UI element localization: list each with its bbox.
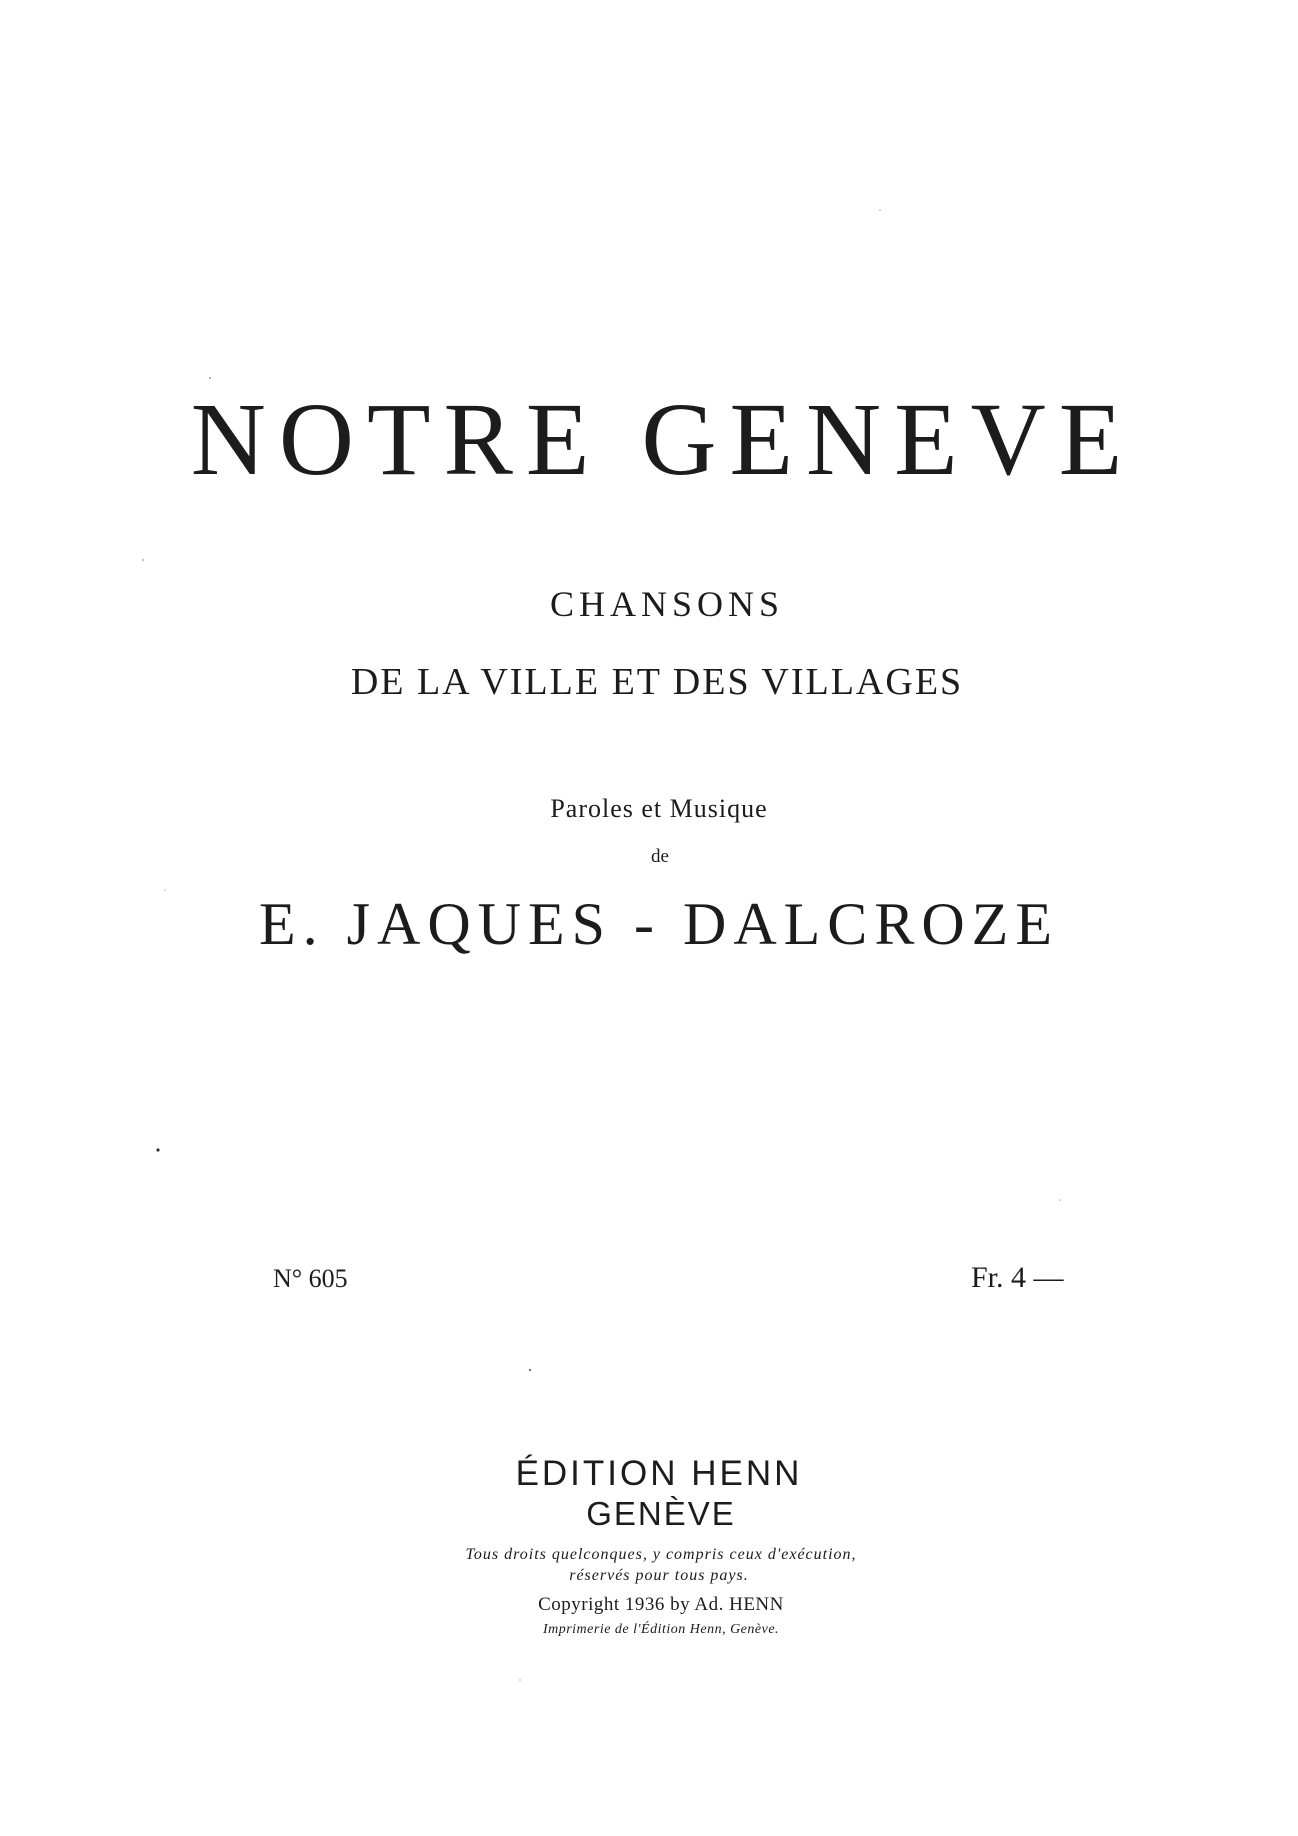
catalog-number: N° 605 (273, 1264, 348, 1293)
score-title: NOTRE GENEVE (190, 382, 1136, 497)
credit-de: de (651, 846, 669, 867)
subtitle-chansons: CHANSONS (549, 584, 785, 624)
author-name: E. JAQUES - DALCROZE (259, 891, 1059, 957)
credit-line: Paroles et Musique (550, 794, 768, 823)
publisher-name: ÉDITION HENN (515, 1454, 803, 1493)
subtitle-ville-villages: DE LA VILLE ET DES VILLAGES (350, 661, 964, 703)
rights-notice-line-2: réservés pour tous pays. (569, 1567, 749, 1584)
copyright-notice: Copyright 1936 by Ad. HENN (538, 1594, 784, 1615)
rights-notice-line-1: Tous droits quelconques, y compris ceux d'exécution, (465, 1546, 857, 1563)
publisher-city: GENÈVE (586, 1495, 736, 1532)
printer-notice: Imprimerie de l'Édition Henn, Genève. (542, 1622, 780, 1637)
price: Fr. 4 — (971, 1261, 1064, 1294)
